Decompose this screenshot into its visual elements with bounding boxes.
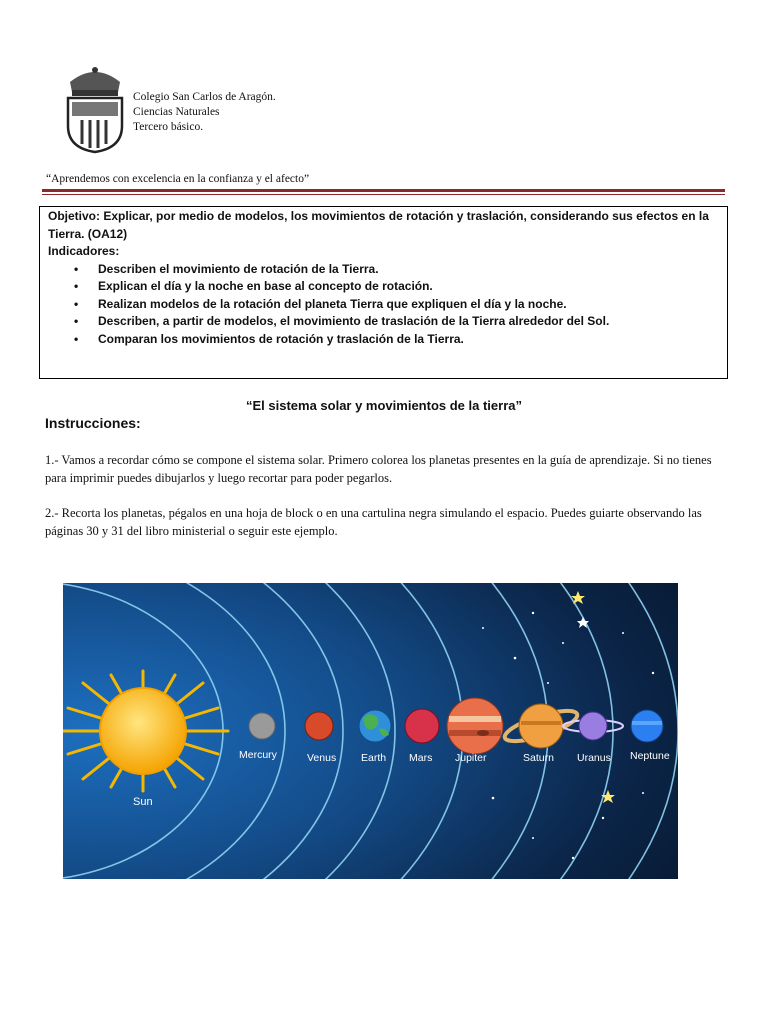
indicator-item: • Describen, a partir de modelos, el movimiento de traslación de la Tierra alrededor del Sol. xyxy=(98,313,719,331)
planet-label: Mercury xyxy=(239,749,277,761)
school-name: Colegio San Carlos de Aragón. xyxy=(133,91,276,103)
indicator-item: • Explican el día y la noche en base al concepto de rotación. xyxy=(98,278,719,296)
divider xyxy=(42,189,725,192)
planet-mars-icon xyxy=(405,709,439,743)
planet-neptune-icon xyxy=(631,710,663,742)
planet-label: Jupiter xyxy=(455,752,487,764)
indicator-item: • Realizan modelos de la rotación del planeta Tierra que expliquen el día y la noche. xyxy=(98,296,719,314)
planet-label: Saturn xyxy=(523,752,554,764)
planet-earth-icon xyxy=(359,710,391,742)
planet-label: Venus xyxy=(307,752,337,764)
instructions-heading: Instrucciones: xyxy=(45,415,141,431)
planet-mercury-icon xyxy=(249,713,275,739)
indicators-list xyxy=(48,261,719,349)
objective-text: Explicar, por medio de modelos, los movimientos de rotación y traslación, considerando sus efectos en la Tierra. (OA12) xyxy=(48,209,709,241)
planet-label: Earth xyxy=(361,752,387,764)
planet-label: Mars xyxy=(409,752,433,764)
sun-label: Sun xyxy=(133,796,153,808)
indicator-item: • Describen el movimiento de rotación de la Tierra. xyxy=(98,261,719,279)
instruction-1: 1.- Vamos a recordar cómo se compone el sistema solar. Primero colorea los planetas presentes en la guía de aprendizaje. Si no tienes para imprimir puedes dibujarlos y luego recortar para poder pegarlos. xyxy=(45,453,712,485)
planet-label: Uranus xyxy=(577,752,611,764)
objective-box xyxy=(39,206,728,379)
grade: Tercero básico. xyxy=(133,121,204,133)
motto: “Aprendemos con excelencia en la confianza y el afecto” xyxy=(46,173,310,185)
planet-venus-icon xyxy=(305,712,333,740)
school-info xyxy=(133,90,276,135)
indicator-item: • Comparan los movimientos de rotación y traslación de la Tierra. xyxy=(98,331,719,349)
solar-system-illustration xyxy=(63,583,678,879)
objective-label: Objetivo: xyxy=(48,209,101,223)
subject: Ciencias Naturales xyxy=(133,106,220,118)
instruction-2: 2.- Recorta los planetas, pégalos en una hoja de block o en una cartulina negra simulando el espacio. Puedes guiarte observando las páginas 30 y 31 del libro ministerial o seguir este ejemplo. xyxy=(45,506,702,538)
divider-thin xyxy=(42,194,725,195)
indicators-label: Indicadores: xyxy=(48,244,120,258)
planet-label: Neptune xyxy=(630,750,670,762)
planet-jupiter-icon xyxy=(447,698,503,754)
page-title: “El sistema solar y movimientos de la tierra” xyxy=(245,398,522,413)
school-crest-icon xyxy=(60,64,130,154)
